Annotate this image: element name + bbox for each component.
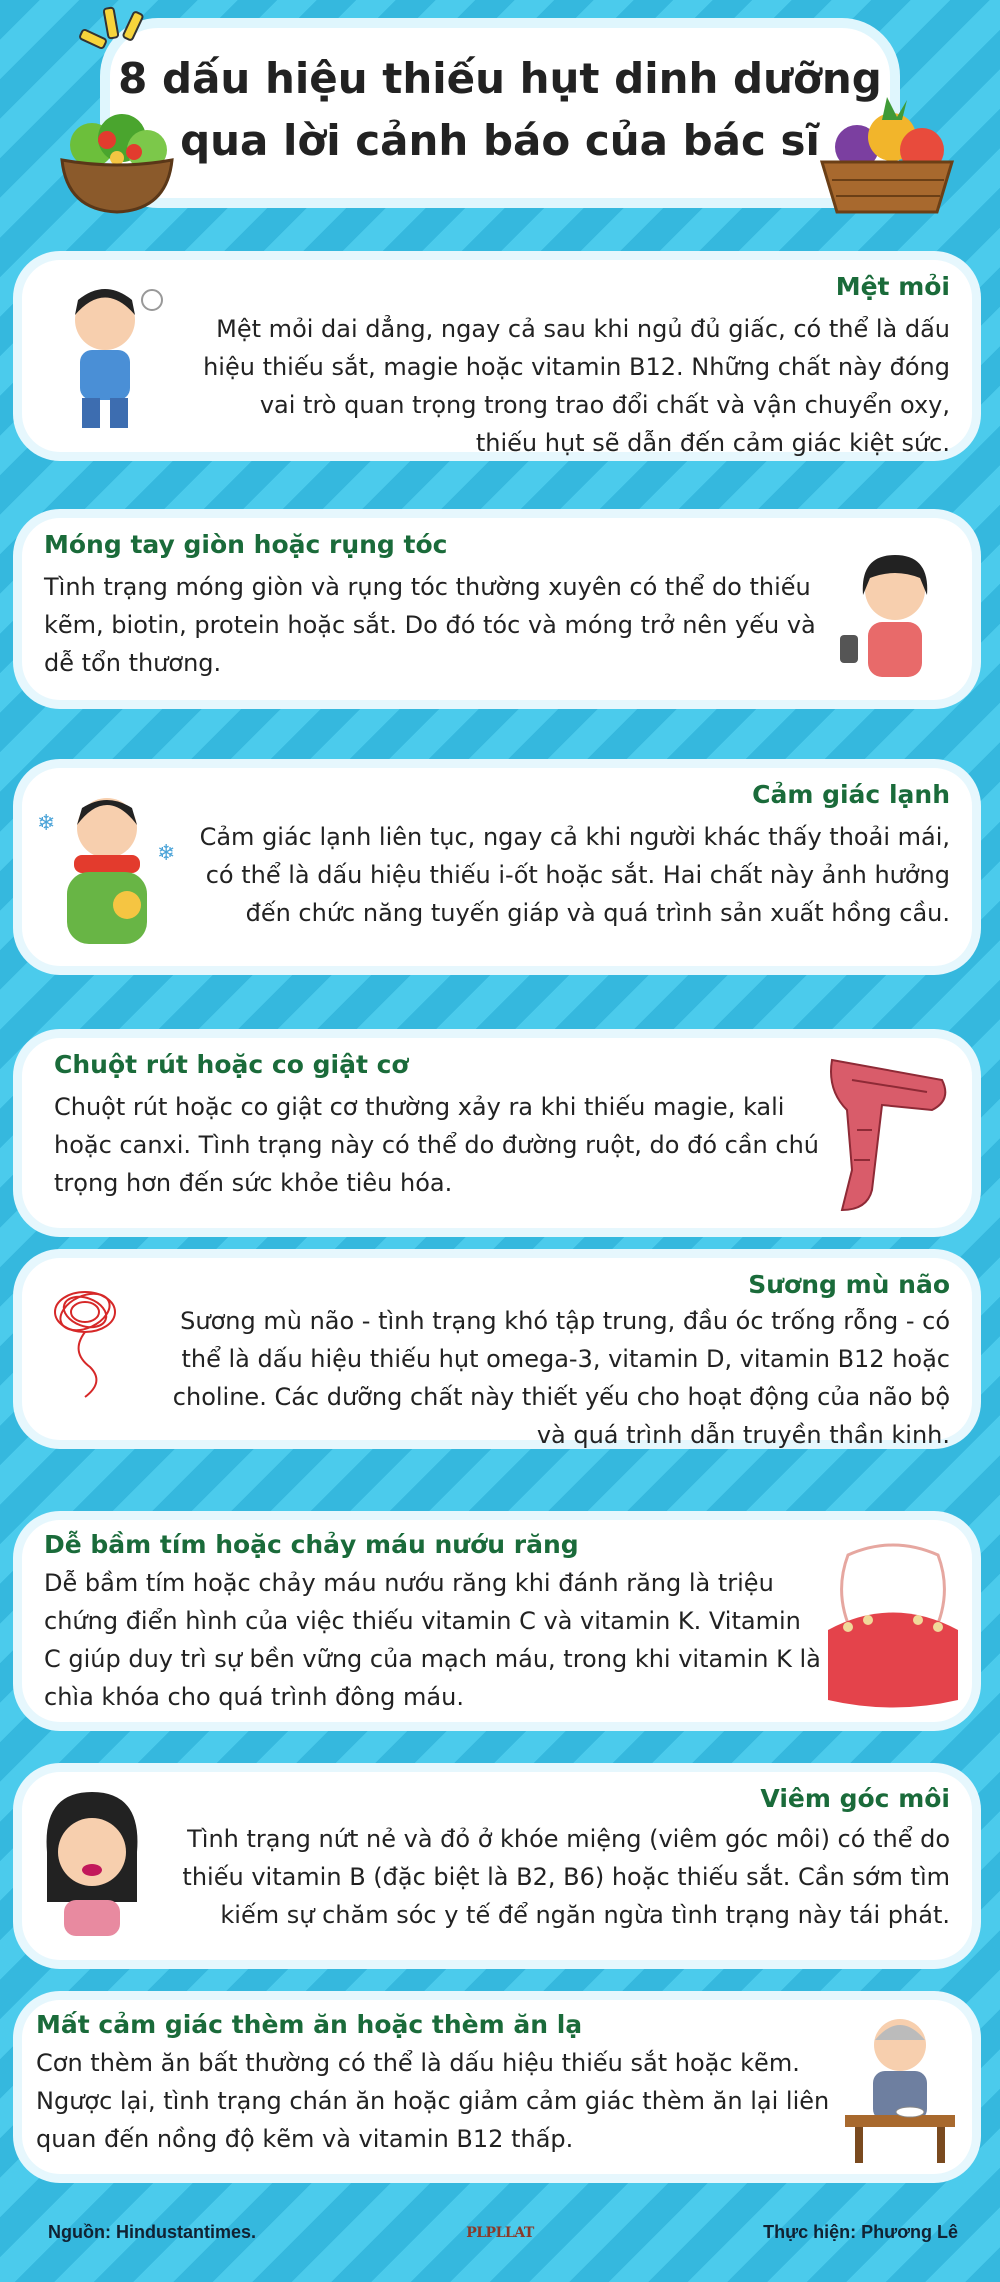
footer-author: Thực hiện: Phương Lê (763, 2222, 958, 2242)
woman-sore-lips-icon (32, 1782, 152, 1942)
card-heading: Cảm giác lạnh (752, 780, 950, 809)
fruit-basket-icon (812, 92, 962, 222)
leg-muscle-icon (812, 1050, 962, 1220)
title-line-2: qua lời cảnh báo của bác sĩ (180, 116, 820, 165)
card-heading: Mệt mỏi (835, 272, 950, 301)
card-body: Chuột rút hoặc co giật cơ thường xảy ra khi thiếu magie, kali hoặc canxi. Tình trạng này có thể do đường ruột, do đó cần chú trọng hơn đến sức khỏe tiêu hóa. (54, 1093, 820, 1197)
card-body: Cảm giác lạnh liên tục, ngay cả khi người khác thấy thoải mái, có thể là dấu hiệu thiếu i-ốt hoặc sắt. Hai chất này ảnh hưởng đến chức năng tuyến giáp và quá trình sản xuất hồng cầu. (199, 823, 950, 927)
page-title (110, 28, 890, 172)
tooth-gum-icon (818, 1535, 968, 1715)
svg-text:❄: ❄ (157, 841, 176, 866)
card-body: Mệt mỏi dai dẳng, ngay cả sau khi ngủ đủ giấc, có thể là dấu hiệu thiếu sắt, magie hoặc vitamin B12. Những chất này đóng vai trò quan trọng trong trao đổi chất và vận chuyển oxy, thiếu hụt sẽ dẫn đến cảm giác kiệt sức. (203, 315, 950, 457)
card-appetite-loss (22, 2000, 972, 2174)
publisher-logo: PLPLLAT (466, 2225, 534, 2241)
card-angular-cheilitis (22, 1772, 972, 1960)
card-heading: Móng tay giòn hoặc rụng tóc (44, 530, 448, 559)
tired-person-icon (40, 270, 170, 440)
footer-source: Nguồn: Hindustantimes. (48, 2222, 256, 2242)
card-heading: Viêm góc môi (760, 1784, 950, 1813)
card-body: Sương mù não - tình trạng khó tập trung, đầu óc trống rỗng - có thể là dấu hiệu thiếu hụt omega-3, vitamin D, vitamin B12 hoặc choline. Các dưỡng chất này thiết yếu cho hoạt động của não bộ và quá trình dẫn truyền thần kinh. (172, 1307, 950, 1449)
card-heading: Sương mù não (748, 1270, 950, 1299)
card-body: Cơn thèm ăn bất thường có thể là dấu hiệu thiếu sắt hoặc kẽm. Ngược lại, tình trạng chán ăn hoặc giảm cảm giác thèm ăn lại liên quan đến nồng độ kẽm và vitamin B12 thấp. (36, 2049, 830, 2153)
sparkle-icon (72, 4, 152, 74)
card-heading: Chuột rút hoặc co giật cơ (54, 1050, 409, 1079)
card-heading: Mất cảm giác thèm ăn hoặc thèm ăn lạ (36, 2010, 583, 2039)
salad-bowl-icon (52, 100, 182, 220)
card-body: Dễ bầm tím hoặc chảy máu nướu răng khi đánh răng là triệu chứng điển hình của việc thiếu vitamin C và vitamin K. Vitamin C giúp duy trì sự bền vững của mạch máu, trong khi vitamin K là chìa khóa cho quá trình đông máu. (44, 1569, 821, 1711)
svg-text:❄: ❄ (37, 811, 56, 836)
title-card (110, 28, 890, 198)
girl-nails-icon (830, 540, 960, 690)
title-line-1: 8 dấu hiệu thiếu hụt dinh dưỡng (118, 54, 882, 103)
tangled-scribble-icon (30, 1272, 140, 1402)
card-brain-fog (22, 1258, 972, 1449)
card-body: Tình trạng nứt nẻ và đỏ ở khóe miệng (viêm góc môi) có thể do thiếu vitamin B (đặc biệt là B2, B6) hoặc thiếu sắt. Cần sớm tìm kiếm sự chăm sóc y tế để ngăn ngừa tình trạng này tái phát. (182, 1825, 950, 1929)
card-body: Tình trạng móng giòn và rụng tóc thường xuyên có thể do thiếu kẽm, biotin, protein hoặc sắt. Do đó tóc và móng trở nên yếu và dễ tổn thương. (44, 573, 816, 677)
elderly-man-eating-icon (835, 2005, 965, 2170)
card-heading: Dễ bầm tím hoặc chảy máu nướu răng (44, 1530, 579, 1559)
cold-person-icon (32, 780, 182, 960)
